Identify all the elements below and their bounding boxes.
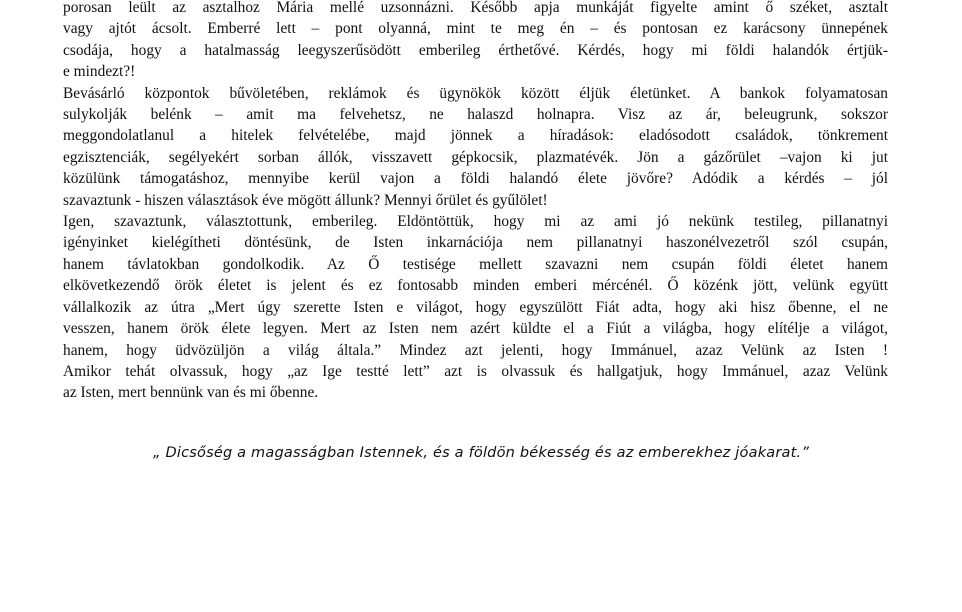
document-body [63, 0, 888, 404]
text-line: Bevásárló központok bűvöletében, reklámok és ügynökök között éljük életünket. A bankok folyamatosan [63, 84, 888, 102]
text-line: Amikor tehát olvassuk, hogy „az Ige testté lett” azt is olvassuk és hallgatjuk, hogy Immánuel, azaz Velünk [63, 362, 888, 380]
text-line: e mindezt?! [63, 63, 136, 81]
text-line: vagy ajtót ácsolt. Emberré lett – pont olyanná, mint te meg én – és pontosan ez karácsony ünnepének [63, 20, 888, 38]
paragraph [63, 211, 888, 404]
text-line: csodája, hogy a hatalmasság leegyszerűsödött emberileg érthetővé. Kérdés, hogy mi földi halandók értjük- [63, 41, 888, 59]
text-line: elkövetkezendő örök életet is jelent és ez fontosabb minden emberi mércénél. Ő közénk jött, velünk együtt [63, 277, 888, 295]
closing-quote: „ Dicsőség a magasságban Istennek, és a földön békesség és az emberekhez jóakarat.” [152, 445, 810, 461]
text-line: szavaztunk - hiszen választások éve mögött állunk? Mennyi őrület és gyűlölet! [63, 191, 548, 209]
text-line: Igen, szavaztunk, választottunk, emberileg. Eldöntöttük, hogy mi az ami jó nekünk testileg, pillanatnyi [63, 213, 888, 231]
text-line: hanem, hogy üdvözüljön a világ általa.” Mindez azt jelenti, hogy Immánuel, azaz Velünk az Isten ! [63, 341, 888, 359]
text-line: porosan leült az asztalhoz Mária mellé uzsonnázni. Később apja munkáját figyelte amint ő széket, asztalt [63, 0, 888, 16]
text-line: meggondolatlanul a hitelek felvételébe, majd jönnek a híradások: eladósodott családok, tönkrement [63, 127, 888, 145]
text-line: egzisztenciák, segélyekért sorban állók, visszavett gépkocsik, plazmatévék. Jön a gázőrület –vajon ki jut [63, 148, 888, 166]
text-line: vesszen, hanem örök élete legyen. Mert az Isten nem azért küldte el a Fiút a világba, hogy elítélje a világot, [63, 320, 888, 338]
text-line: sulykolják belénk – amit ma felvehetsz, ne halaszd holnapra. Visz az ár, beleugrunk, sokszor [63, 106, 888, 124]
text-line: közülünk támogatáshoz, mennyibe kerül vajon a földi halandó élete jövőre? Adódik a kérdés – jól [63, 170, 888, 188]
text-line: az Isten, mert bennünk van és mi őbenne. [63, 384, 319, 402]
paragraph [63, 0, 888, 83]
text-line: igényinket kielégítheti döntésünk, de Isten inkarnációja nem pillanatnyi haszonélvezetről szól csupán, [63, 234, 888, 252]
text-line: hanem távlatokban gondolkodik. Az Ő testisége mellett szavazni nem csupán földi életet hanem [63, 255, 888, 273]
text-line: vállalkozik az útra „Mert úgy szerette Isten e világot, hogy egyszülött Fiát adta, hogy aki hisz őbenne, el ne [63, 298, 888, 316]
paragraph [63, 83, 888, 211]
